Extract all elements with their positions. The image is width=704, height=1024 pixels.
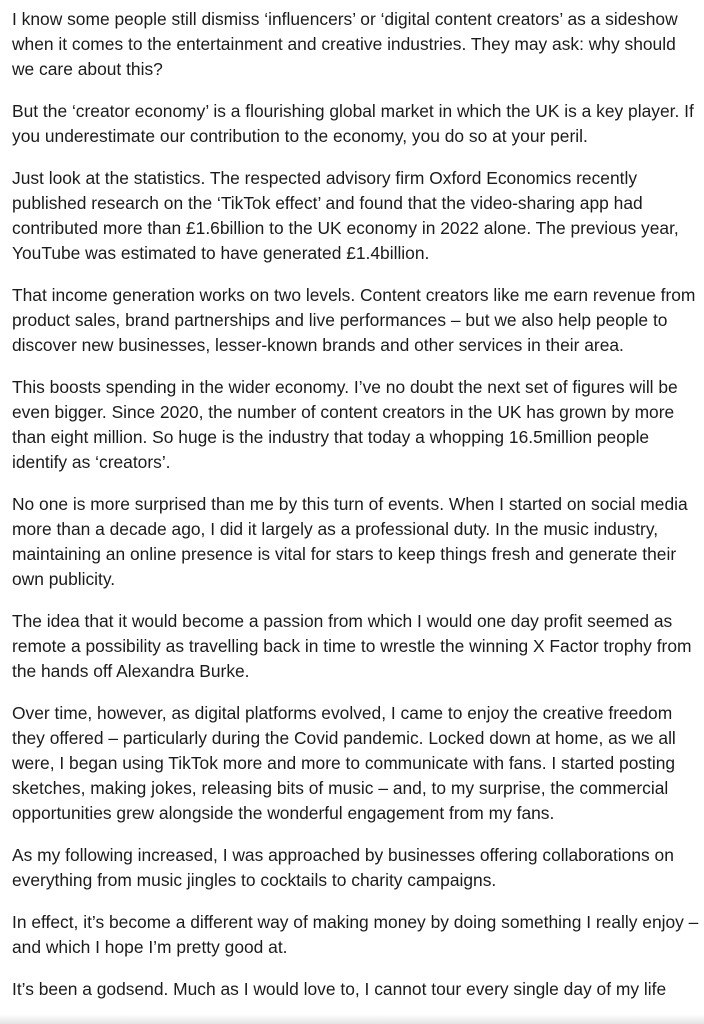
paragraph-11: It’s been a godsend. Much as I would love to, I cannot tour every single day of my life <box>12 979 667 999</box>
paragraph-9: As my following increased, I was approached by businesses offering collaborations on everything from music jingles to cocktails to charity campaigns. <box>12 845 674 890</box>
article-body <box>12 7 702 1019</box>
paragraph-1: I know some people still dismiss ‘influencers’ or ‘digital content creators’ as a sideshow when it comes to the entertainment and creative industries. They may ask: why should we care about this? <box>12 9 678 79</box>
paragraph-3: Just look at the statistics. The respected advisory firm Oxford Economics recently published research on the ‘TikTok effect’ and found that the video-sharing app had contributed more than £1.6billion to the UK economy in 2022 alone. The previous year, YouTube was estimated to have generated £1.4billion. <box>12 168 679 263</box>
paragraph-8: Over time, however, as digital platforms evolved, I came to enjoy the creative freedom they offered – particularly during the Covid pandemic. Locked down at home, as we all were, I began using TikTok more and more to communicate with fans. I started posting sketches, making jokes, releasing bits of music – and, to my surprise, the commercial opportunities grew alongside the wonderful engagement from my fans. <box>12 703 676 823</box>
paragraph-6: No one is more surprised than me by this turn of events. When I started on social media more than a decade ago, I did it largely as a professional duty. In the music industry, maintaining an online presence is vital for stars to keep things fresh and generate their own publicity. <box>12 494 688 589</box>
paragraph-7: The idea that it would become a passion from which I would one day profit seemed as remote a possibility as travelling back in time to wrestle the winning X Factor trophy from the hands off Alexandra Burke. <box>12 611 692 681</box>
paragraph-2: But the ‘creator economy’ is a flourishing global market in which the UK is a key player. If you underestimate our contribution to the economy, you do so at your peril. <box>12 101 694 146</box>
paragraph-10: In effect, it’s become a different way of making money by doing something I really enjoy – and which I hope I’m pretty good at. <box>12 912 699 957</box>
paragraph-5: This boosts spending in the wider economy. I’ve no doubt the next set of figures will be even bigger. Since 2020, the number of content creators in the UK has grown by more than eight million. So huge is the industry that today a whopping 16.5million people identify as ‘creators’. <box>12 377 678 472</box>
bottom-fade <box>0 1014 704 1024</box>
paragraph-4: That income generation works on two levels. Content creators like me earn revenue from product sales, brand partnerships and live performances – but we also help people to discover new businesses, lesser-known brands and other services in their area. <box>12 285 696 355</box>
